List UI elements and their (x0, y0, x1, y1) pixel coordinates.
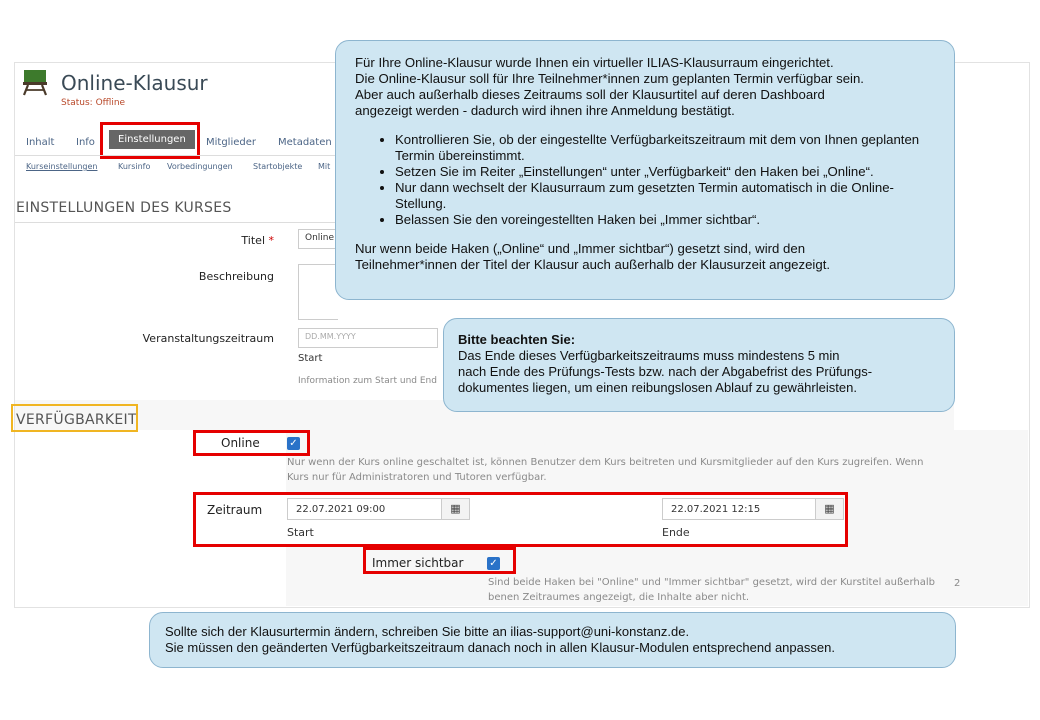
settings-header-divider (15, 222, 335, 223)
note-callout: Bitte beachten Sie: Das Ende dieses Verfügbarkeitszeitraums muss mindestens 5 min nach Ende des Prüfungs-Tests bzw. nach der Abgabefrist des Prüfungs- dokumentes liegen, um einen reibungslosen Ablauf zu gewährleisten. (443, 318, 955, 412)
callout-bullet-list (355, 132, 935, 228)
start-datetime-input[interactable]: 22.07.2021 09:00 ▦ (287, 498, 470, 520)
online-hint-text: Nur wenn der Kurs online geschaltet ist, können Benutzer dem Kurs beitreten und Kursmitglieder auf den Kurs zugreifen. Wenn Kurs nur für Administratoren und Tutoren verfügbar. (287, 457, 924, 483)
period-label: Veranstaltungszeitraum (142, 332, 274, 345)
subtab-kurseinstellungen[interactable]: Kurseinstellungen (26, 162, 98, 171)
info-callout: Für Ihre Online-Klausur wurde Ihnen ein virtueller ILIAS-Klausurraum eingerichtet. Die Online-Klausur soll für Ihre Teilnehmer*innen zum geplanten Termin verfügbar sein. Aber auch außerhalb dieses Zeitraums soll der Klausurtitel auf deren Dashboard angezeigt werden - dadurch wird ihnen ihre Anmeldung bestätigt. • Kontrollieren Sie, ob der eingestellte Verfügbarkeitszeitraum mit dem von Ihnen geplanten Termin übereinstimmt. • Setzen Sie im Reiter „Einstellungen“ unter „Verfügbarkeit“ den Haken bei „Online“. • Nur dann wechselt der Klausurraum zum gesetzten Termin automatisch in die Online-Stellung. • Belassen Sie den voreingestellten Haken bei „Immer sichtbar“. Nur wenn beide Haken („Online“ und „Immer sichtbar“) gesetzt sind, wird den Teilnehmer*innen der Titel der Klausur auch außerhalb der Klausurzeit angezeigt. (335, 40, 955, 300)
subtab-vorbedingungen[interactable]: Vorbedingungen (167, 162, 233, 171)
availability-section-header: VERFÜGBARKEIT (16, 412, 137, 428)
tab-mitglieder[interactable]: Mitglieder (206, 137, 256, 148)
always-visible-label: Immer sichtbar (372, 556, 464, 570)
callout-bullet: • Belassen Sie den voreingestellten Haken bei „Immer sichtbar“. (395, 212, 935, 228)
highlight-period-box (193, 492, 848, 547)
period-start-label: Start (298, 353, 323, 364)
highlight-tab-box (100, 122, 200, 159)
bottom-callout: Sollte sich der Klausurtermin ändern, schreiben Sie bitte an ilias-support@uni-konstanz.de. Sie müssen den geänderten Verfügbarkeitszeitraum danach noch in allen Klausur-Modulen entsprechend anpassen. (149, 612, 956, 668)
tab-inhalt[interactable]: Inhalt (26, 137, 55, 148)
subtab-startobjekte[interactable]: Startobjekte (253, 162, 303, 171)
course-title: Online-Klausur (61, 71, 208, 95)
highlight-visible-box (363, 547, 516, 574)
description-label: Beschreibung (198, 270, 274, 283)
exam-desk-icon (22, 68, 48, 96)
callout-bullet: • Kontrollieren Sie, ob der eingestellte Verfügbarkeitszeitraum mit dem von Ihnen geplanten Termin übereinstimmt. (395, 132, 935, 164)
subtab-mitglieder[interactable]: Mit (318, 162, 331, 171)
description-textarea[interactable] (298, 264, 338, 320)
tab-einstellungen[interactable]: Einstellungen (109, 130, 195, 149)
settings-section-header: EINSTELLUNGEN DES KURSES (16, 200, 232, 216)
title-input[interactable]: Online (298, 229, 338, 249)
start-label: Start (287, 526, 314, 539)
checkmark-icon: ✓ (489, 558, 498, 569)
checkmark-icon: ✓ (289, 438, 298, 449)
tabs-divider (15, 155, 345, 156)
course-status: Status: Offline (61, 98, 126, 108)
subtab-kursinfo[interactable]: Kursinfo (118, 162, 151, 171)
title-label: Titel * (241, 234, 274, 247)
highlight-availability-box (11, 404, 138, 432)
zeitraum-label: Zeitraum (207, 503, 263, 517)
required-marker: * (268, 234, 274, 247)
calendar-icon[interactable]: ▦ (815, 499, 843, 519)
always-visible-hint: Sind beide Haken bei "Online" und "Immer sichtbar" gesetzt, wird der Kurstitel außerhalb benen Zeitraumes angezeigt, die Inhalte aber nicht. (488, 577, 935, 603)
callout-bullet: • Nur dann wechselt der Klausurraum zum gesetzten Termin automatisch in die Online-Stellung. (395, 180, 935, 212)
end-datetime-input[interactable]: 22.07.2021 12:15 ▦ (662, 498, 844, 520)
calendar-icon[interactable]: ▦ (441, 499, 469, 519)
tab-metadaten[interactable]: Metadaten (278, 137, 332, 148)
callout-bullet: • Setzen Sie im Reiter „Einstellungen“ unter „Verfügbarkeit“ den Haken bei „Online“. (395, 164, 935, 180)
period-start-input[interactable]: DD.MM.YYYY (298, 328, 438, 348)
highlight-online-box (193, 430, 310, 456)
period-info-text: Information zum Start und End (298, 376, 437, 386)
tab-info[interactable]: Info (76, 137, 95, 148)
online-label: Online (221, 436, 260, 450)
stray-char: 2 (954, 578, 961, 589)
end-label: Ende (662, 526, 690, 539)
